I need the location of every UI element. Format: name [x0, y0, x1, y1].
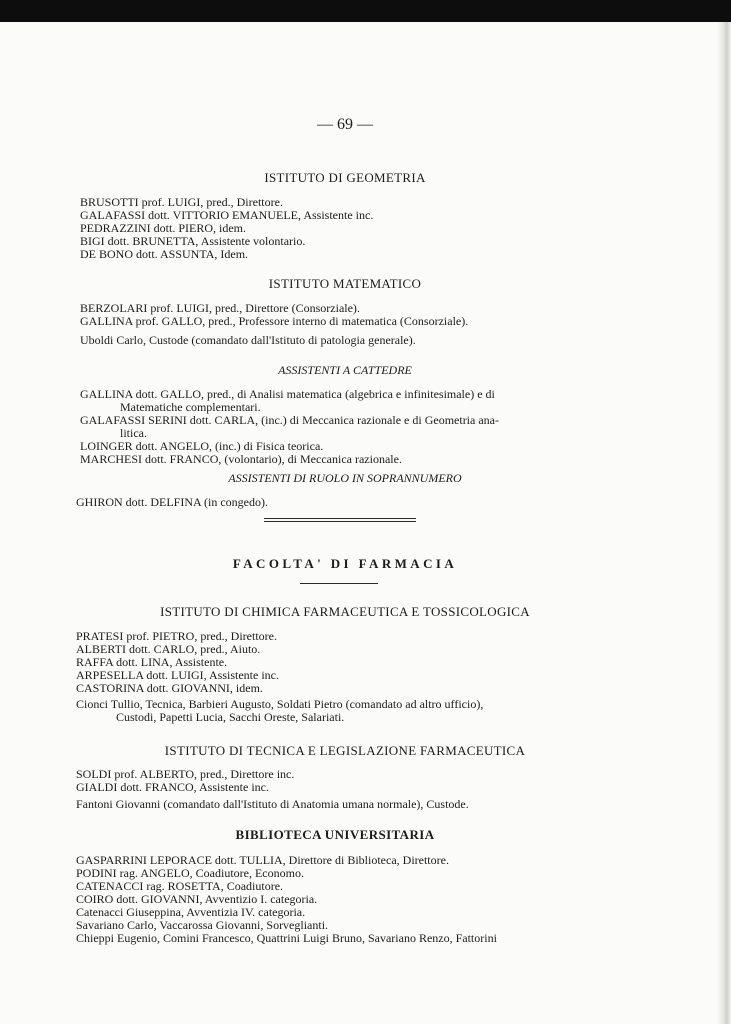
matematico-custode — [80, 334, 416, 347]
staff-line: Cionci Tullio, Tecnica, Barbieri Augusto, Soldati Pietro (comandato ad altro ufficio), — [76, 697, 484, 711]
divider-rule — [264, 521, 416, 522]
staff-line: GALLINA dott. GALLO, pred., di Analisi matematica (algebrica e infinitesimale) e di — [80, 387, 495, 401]
staff-line: CASTORINA dott. GIOVANNI, idem. — [76, 681, 263, 695]
staff-line: PRATESI prof. PIETRO, pred., Direttore. — [76, 629, 277, 643]
chimica-staff-list — [76, 630, 279, 695]
heading-facolta-farmacia: FACOLTA' DI FARMACIA — [232, 556, 458, 571]
staff-line: GALLINA prof. GALLO, pred., Professore interno di matematica (Consorziale). — [80, 314, 469, 328]
staff-line-continued: Matematiche complementari. — [120, 400, 261, 414]
page-number: — 69 — — [317, 116, 373, 133]
staff-line: Catenacci Giuseppina, Avventizia IV. categoria. — [76, 905, 306, 919]
heading-istituto-matematico: ISTITUTO MATEMATICO — [268, 276, 422, 291]
staff-line: BIGI dott. BRUNETTA, Assistente volontario. — [80, 234, 306, 248]
staff-line: RAFFA dott. LINA, Assistente. — [76, 655, 228, 669]
staff-line: GALAFASSI SERINI dott. CARLA, (inc.) di Meccanica razionale e di Geometria ana- — [80, 413, 499, 427]
staff-line: MARCHESI dott. FRANCO, (volontario), di Meccanica razionale. — [80, 452, 402, 466]
staff-line: BRUSOTTI prof. LUIGI, pred., Direttore. — [80, 195, 283, 209]
custode-line: Uboldi Carlo, Custode (comandato dall'Istituto di patologia generale). — [80, 333, 416, 347]
heading-underline — [300, 583, 378, 584]
staff-line: CATENACCI rag. ROSETTA, Coadiutore. — [76, 879, 284, 893]
staff-line-continued: litica. — [120, 426, 147, 440]
assistenti-cattedre-list — [80, 388, 499, 466]
staff-line: PODINI rag. ANGELO, Coadiutore, Economo. — [76, 866, 304, 880]
staff-line: BERZOLARI prof. LUIGI, pred., Direttore (Consorziale). — [80, 301, 360, 315]
staff-line: PEDRAZZINI dott. PIERO, idem. — [80, 221, 246, 235]
staff-line: GALAFASSI dott. VITTORIO EMANUELE, Assistente inc. — [80, 208, 374, 222]
tecnica-custode — [76, 798, 469, 811]
subheading-assistenti-cattedre: ASSISTENTI A CATTEDRE — [278, 363, 412, 377]
tecnica-staff-list — [76, 768, 294, 794]
chimica-support-staff — [76, 698, 483, 724]
staff-line: LOINGER dott. ANGELO, (inc.) di Fisica teorica. — [80, 439, 324, 453]
staff-line: GIALDI dott. FRANCO, Assistente inc. — [76, 780, 269, 794]
staff-line: DE BONO dott. ASSUNTA, Idem. — [80, 247, 249, 261]
staff-line-continued: Custodi, Papetti Lucia, Sacchi Oreste, Salariati. — [116, 710, 345, 724]
staff-line: GHIRON dott. DELFINA (in congedo). — [76, 495, 268, 509]
staff-line: ALBERTI dott. CARLO, pred., Aiuto. — [76, 642, 261, 656]
heading-istituto-geometria: ISTITUTO DI GEOMETRIA — [264, 170, 426, 185]
subheading-assistenti-ruolo: ASSISTENTI DI RUOLO IN SOPRANNUMERO — [228, 471, 462, 485]
staff-line: COIRO dott. GIOVANNI, Avventizio I. categoria. — [76, 892, 318, 906]
divider-rule — [264, 518, 416, 519]
scan-top-border — [0, 0, 731, 22]
staff-line: Chieppi Eugenio, Comini Francesco, Quattrini Luigi Bruno, Savariano Renzo, Fattorini — [76, 931, 497, 945]
custode-line: Fantoni Giovanni (comandato dall'Istituto di Anatomia umana normale), Custode. — [76, 797, 469, 811]
heading-biblioteca: BIBLIOTECA UNIVERSITARIA — [235, 827, 435, 842]
scan-right-edge — [717, 22, 731, 1024]
heading-istituto-chimica: ISTITUTO DI CHIMICA FARMACEUTICA E TOSSICOLOGICA — [160, 604, 530, 619]
staff-line: ARPESELLA dott. LUIGI, Assistente inc. — [76, 668, 279, 682]
assistenti-ruolo-list — [76, 496, 268, 509]
biblioteca-staff-list — [76, 854, 497, 945]
staff-line: Savariano Carlo, Vaccarossa Giovanni, Sorveglianti. — [76, 918, 329, 932]
heading-istituto-tecnica: ISTITUTO DI TECNICA E LEGISLAZIONE FARMACEUTICA — [164, 743, 526, 758]
matematico-staff-list — [80, 302, 468, 328]
staff-line: SOLDI prof. ALBERTO, pred., Direttore inc. — [76, 767, 295, 781]
geometria-staff-list — [80, 196, 373, 261]
staff-line: GASPARRINI LEPORACE dott. TULLIA, Direttore di Biblioteca, Direttore. — [76, 853, 449, 867]
